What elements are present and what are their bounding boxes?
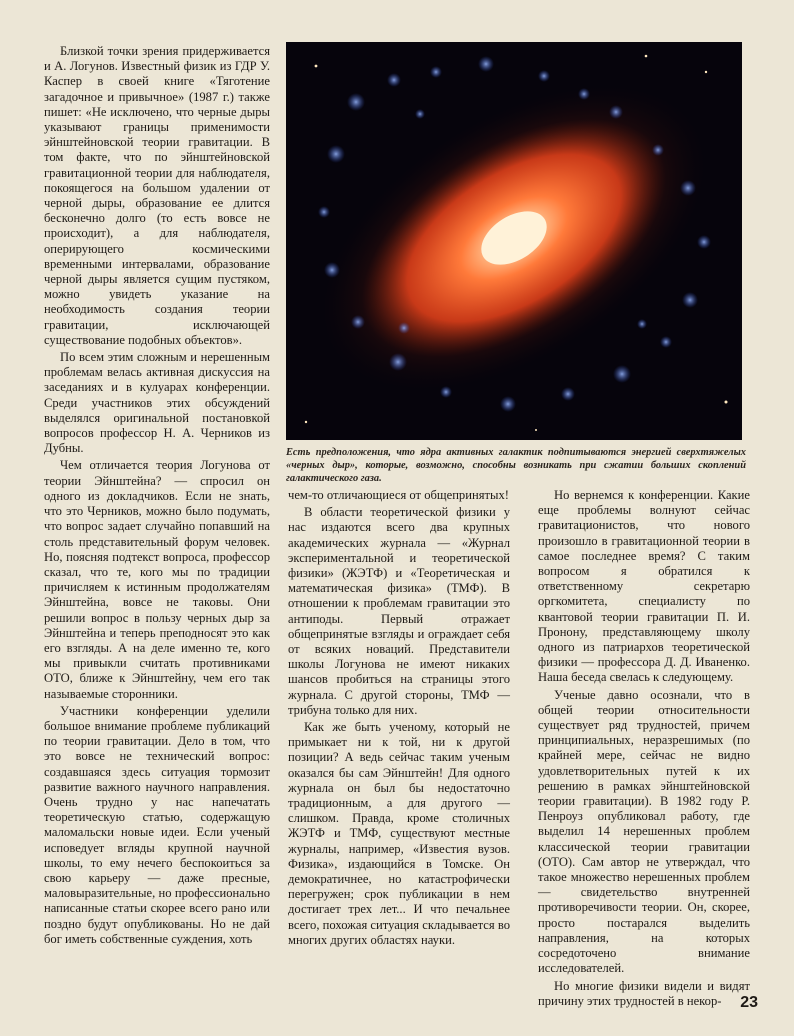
paragraph: Чем отличается теория Логунова от теории Эйнштейна? — спросил он одного из докладчиков. Если не знать, что это Черников, можно было подумать, что вопрос задает случайно попавший на столь представительный форум человек. Но, поясняя подтекст вопроса, профессор сказал, что те, кого мы по традиции причисляем к истинным продолжателям Эйнштейна, вовсе не таковы. Они решили вопрос в пользу черных дыр за Эйнштейна и теперь преподносят это как его взгляды. А на деле именно те, кого мы привыкли считать противниками ОТО, ближе к Эйнштейну, чем его так называемые сторонники.	[44, 458, 270, 701]
paragraph: Как же быть ученому, который не примыкает ни к той, ни к другой позиции? А ведь сейчас таким ученым оказался бы сам Эйнштейн! Для одного журнала он был бы недостаточно традиционным, а для другого — слишком. Правда, кроме столичных ЖЭТФ и ТМФ, существуют местные журналы, например, «Известия вузов. Физика», издающийся в Томске. Он демократичнее, но катастрофически перегружен; срок публикации в нем достигает трех лет... И что печальнее всего, похожая ситуация складывается во многих других областях науки.	[288, 720, 510, 947]
paragraph: Но многие физики видели и видят причину этих трудностей в некор-	[538, 978, 750, 1008]
page-number: 23	[740, 994, 758, 1011]
galaxy-photo	[286, 42, 742, 440]
paragraph: Ученые давно осознали, что в общей теории относительности существует ряд трудностей, причем принципиальных, неразрешимых (по крайней мере, сейчас не видно удовлетворительных путей к их решению в рамках эйнштейновской теории гравитации). В 1982 году Р. Пенроуз опубликовал работу, где выделил 14 нерешенных проблем классической теории гравитации (ОТО). Сам автор не утверждал, что такое множество нерешенных проблем — свидетельство внутренней противоречивости теории. Он, скорее, просто постарался выделить направления, на которых сосредоточено внимание исследователей.	[538, 687, 750, 976]
paragraph: Близкой точки зрения придерживается и А. Логунов. Известный физик из ГДР У. Каспер в своей книге «Тяготение загадочное и привычное» (1987 г.) также пишет: «Не исключено, что черные дыры указывают границы применимости эйнштейновской теории гравитации. В том факте, что по эйнштейновской гравитационной теории для наблюдателя, покоящегося на большом удалении от черной дыры, образование ее длится бесконечно долго (то есть вовсе не происходит), а для наблюдателя, оперирующего космическими временными интервалами, образование черной дыры является сущим пустяком, можно увидеть указание на необходимость создания теории гравитации, исключающей существование подобных объектов».	[44, 44, 270, 347]
text-column-right	[538, 488, 750, 1009]
photo-caption: Есть предположения, что ядра активных галактик подпитываются энергией сверхтяжелых «черных дыр», которые, возможно, способны возникать при сжатии больших скоплений галактического газа.	[286, 447, 746, 484]
text-column-left	[44, 44, 270, 947]
paragraph: Участники конференции уделили большое внимание проблеме публикаций по теории гравитации. Дело в том, что это вовсе не технический вопрос: создавшаяся здесь ситуация тормозит развитие важного научного направления. Очень трудно у нас напечатать теоретическую статью, содержащую маломальски новые идеи. Если ученый исповедует вгляды крупной научной школы, то ему нечего беспокоиться за свою карьеру — даже пресные, маловыразительные, но профессионально написанные статьи скорее всего рано или поздно будут опубликованы. Но не дай бог иметь собственные суждения, хоть	[44, 703, 270, 946]
paragraph: чем-то отличающиеся от общепринятых!	[288, 488, 509, 502]
paragraph: В области теоретической физики у нас издаются всего два крупных академических журнала — «Журнал экспериментальной и теоретической физики» (ЖЭТФ) и «Теоретическая и математическая физика» (ТМФ). В отношении к проблемам гравитации это антиподы. Первый отражает общепринятые взгляды и ограждает себя от всяких новаций. Представители школы Логунова не имеют никаких шансов пробиться на страницы этого журнала. С другой стороны, ТМФ — трибуна только для них.	[288, 505, 510, 717]
paragraph: Но вернемся к конференции. Какие еще проблемы волнуют сейчас гравитационистов, что нового произошло в гравитационной теории в самое последнее время? С таким вопросом я обратился к ответственному секретарю оргкомитета, специалисту по квантовой теории гравитации П. И. Пронону, представляющему школу одного из патриархов теоретической физики — профессора Д. Д. Иваненко. Наша беседа свелась к следующему.	[538, 488, 750, 685]
text-column-middle	[288, 488, 510, 948]
galaxy-image	[286, 42, 742, 440]
paragraph: По всем этим сложным и нерешенным проблемам велась активная дискуссия на заседаниях и в кулуарах конференции. Среди участников этих обсуждений выделялся оригинальной постановкой вопросов профессор Н. А. Черников из Дубны.	[44, 350, 270, 456]
